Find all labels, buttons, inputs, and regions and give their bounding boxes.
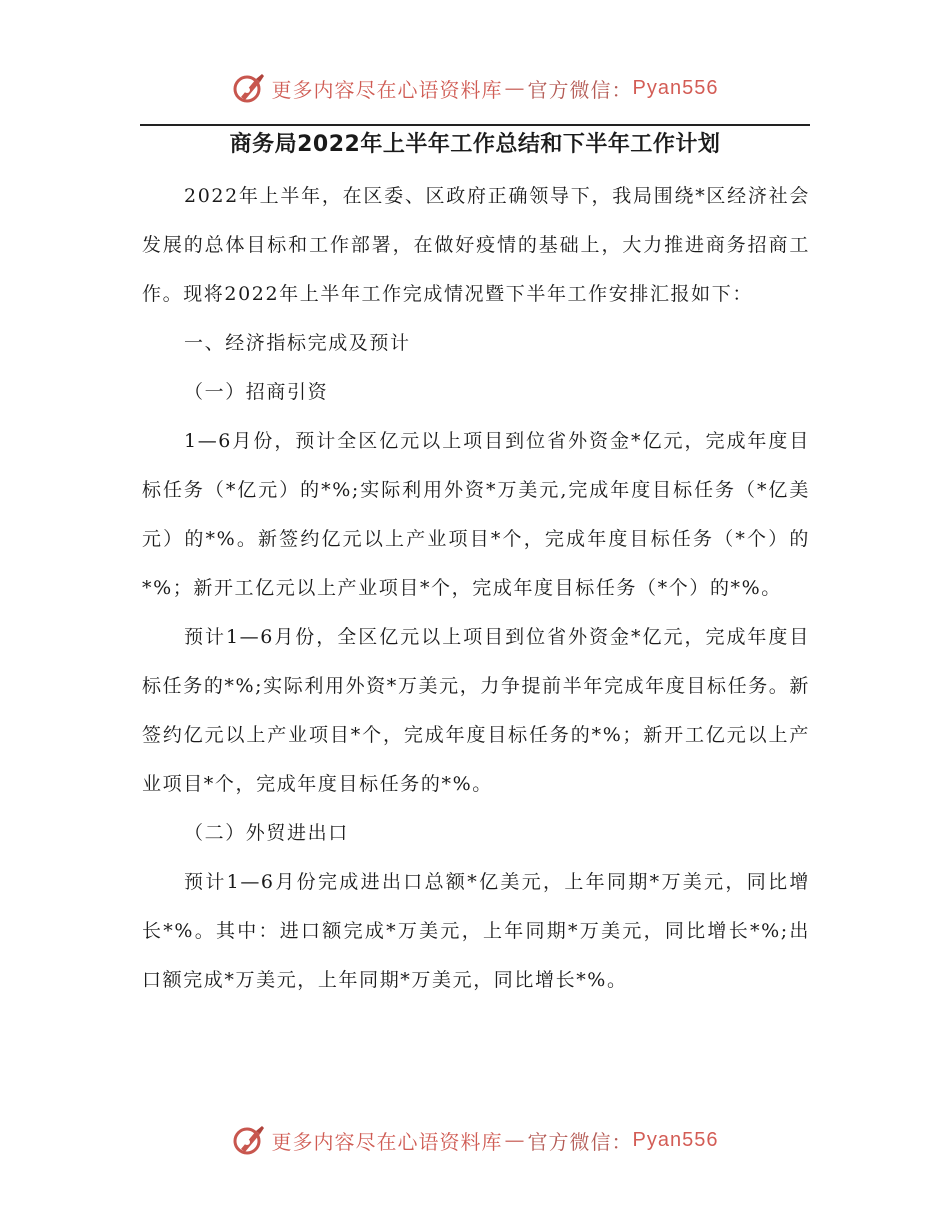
footer-banner — [0, 1120, 950, 1160]
title-divider — [140, 124, 810, 126]
banner-brand-text: 更多内容尽在心语资料库 — [271, 77, 503, 102]
header-banner — [0, 68, 950, 108]
banner-wechat-id: Pyan556 — [632, 1128, 719, 1151]
paragraph-trade: 预计1—6月份完成进出口总额*亿美元，上年同期*万美元，同比增长*%。其中：进口额完成*万美元，上年同期*万美元，同比增长*%;出口额完成*万美元，上年同期*万美元，同比增长*%。 — [142, 871, 810, 991]
paragraph-investment-actual: 1—6月份，预计全区亿元以上项目到位省外资金*亿元，完成年度目标任务（*亿元）的*%;实际利用外资*万美元,完成年度目标任务（*亿美元）的*%。新签约亿元以上产业项目*个，完成年度目标任务（*个）的*%；新开工亿元以上产业项目*个，完成年度目标任务（*个）的*%。 — [142, 430, 810, 599]
pen-logo-icon — [232, 71, 266, 105]
pen-logo-icon — [232, 1123, 266, 1157]
paragraph-intro: 2022年上半年，在区委、区政府正确领导下，我局围绕*区经济社会发展的总体目标和工作部署，在做好疫情的基础上，大力推进商务招商工作。现将2022年上半年工作完成情况暨下半年工作安排汇报如下： — [142, 185, 810, 305]
subsection-heading-trade: （二）外贸进出口 — [184, 822, 349, 844]
subsection-heading-investment: （一）招商引资 — [184, 381, 329, 403]
paragraph-investment-forecast: 预计1—6月份，全区亿元以上项目到位省外资金*亿元，完成年度目标任务的*%;实际利用外资*万美元，力争提前半年完成年度目标任务。新签约亿元以上产业项目*个，完成年度目标任务的*%；新开工亿元以上产业项目*个，完成年度目标任务的*%。 — [142, 626, 810, 795]
banner-wechat-label: 官方微信： — [527, 1129, 633, 1154]
document-title: 商务局2022年上半年工作总结和下半年工作计划 — [229, 132, 721, 157]
banner-brand-text: 更多内容尽在心语资料库 — [271, 1129, 503, 1154]
banner-separator: — — [504, 1128, 526, 1152]
banner-wechat-id: Pyan556 — [632, 76, 719, 99]
banner-separator: — — [504, 76, 526, 100]
document-body — [142, 172, 810, 1005]
banner-wechat-label: 官方微信： — [527, 77, 633, 102]
section-heading-1: 一、经济指标完成及预计 — [184, 332, 411, 354]
